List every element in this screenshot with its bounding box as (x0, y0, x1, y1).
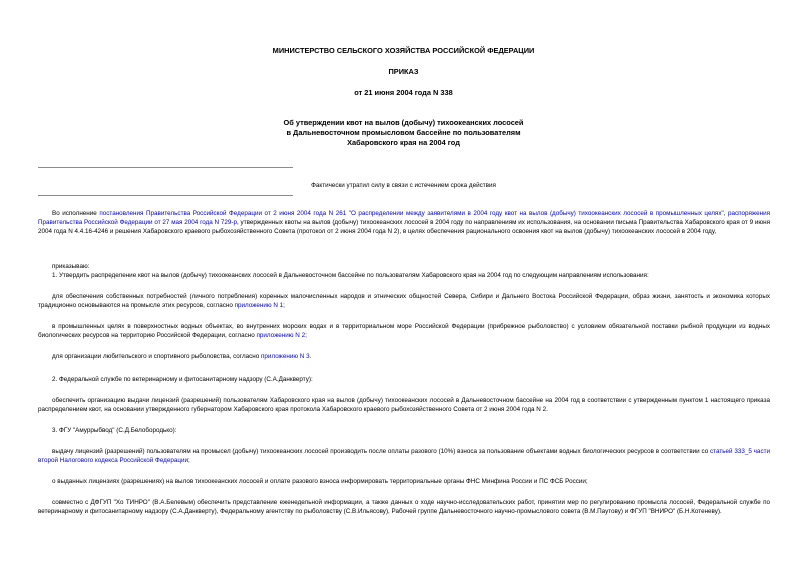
paragraph-3b: о выданных лицензиях (разрешениях) на вылов тихоокеанских лососей и оплате разового взноса информировать территориальные органы ФНС Минфина России и ПС ФСБ России; (52, 478, 588, 485)
link-tax-code-article-333-5[interactable]: статьей 333_5 части второй Налогового кодекса Российской Федерации (38, 448, 770, 465)
divider-bottom (38, 195, 293, 196)
paragraph-1b-end: ; (305, 332, 307, 340)
document-date-number: от 21 июня 2004 года N 338 (354, 88, 453, 97)
paragraph-1b-text: в промышленных целях в поверхностных водных объектах, во внутренних морских водах и в территориальном море Российской Федерации (прибрежное рыболовство) с условием обязательной поставки рыбной продукции из водных биологических ресурсов на территорию Российской Федерации, согласно (38, 323, 770, 340)
intro-text-2: , (723, 210, 728, 217)
paragraph-1a-text: для обеспечения собственных потребностей (личного потребления) коренных малочисленных народов и этнических общностей Севера, Сибири и Дальнего Востока Российской Федерации, образ жизни, занятость и экономика которых традиционно основываются на промысле этих ресурсов, согласно (38, 293, 770, 310)
paragraph-1: 1. Утвердить распределение квот на вылов (добычу) тихоокеанских лососей в Дальневосточном бассейне по пользователям Хабаровского края на 2004 год по следующим направлениям использования: (52, 272, 649, 279)
document-type: ПРИКАЗ (388, 67, 419, 76)
paragraph-1a (38, 292, 770, 310)
link-appendix-2[interactable]: приложению N 2 (256, 332, 306, 340)
paragraph-1c-text: для организации любительского и спортивного рыболовства, согласно (52, 353, 262, 360)
paragraph-1c-end: . (309, 353, 312, 360)
link-appendix-1[interactable]: приложению N 1 (234, 302, 284, 310)
link-government-resolution-261[interactable]: постановления Правительства Российской Федерации от 2 июня 2004 года N 261 "О распределении между заявителями в 2004 году квот на вылов (добычу) тихоокеанских лососей в промышленных целях" (99, 210, 724, 217)
status-note: Фактически утратил силу в связи с истечением срока действия (311, 182, 496, 189)
document-title-line-2: в Дальневосточном промысловом бассейне по пользователям (286, 128, 521, 137)
paragraph-3a-end: ; (188, 457, 190, 465)
document-title-line-1: Об утверждении квот на вылов (добычу) тихоокеанских лососей (283, 118, 524, 127)
intro-text-1: Во исполнение (52, 210, 100, 217)
paragraph-3a (38, 447, 770, 465)
paragraph-1c (38, 352, 770, 361)
divider-top (38, 167, 293, 168)
document-title-line-3: Хабаровского края на 2004 год (347, 138, 460, 147)
intro-paragraph (38, 209, 770, 237)
paragraph-1a-end: ; (283, 302, 285, 310)
intro-text-3: , утвержденных квоты на вылов (добычу) тихоокеанских лососей в 2004 году по направлениям их использования, на основании письма Правительства Хабаровского края от 9 июня 2004 года N 4.4.16-4246 и решения Хабаровского краевого рыбохозяйственного Совета (протокол от 2 июня 2004 года N 2), в целях обеспечения рационального освоения квот на вылов (добычу) тихоокеанских лососей в 2004 году, (38, 219, 770, 236)
link-appendix-3[interactable]: приложению N 3 (261, 353, 310, 360)
paragraph-2a: обеспечить организацию выдачи лицензий (разрешений) пользователям Хабаровского края на вылов (добычу) тихоокеанских лососей в Дальневосточном бассейне на 2004 год в соответствии с утвержденным пунктом 1 настоящего приказа распределением квот, на основании утвержденного губернатором Хабаровского края протокола Хабаровского краевого рыбохозяйственного Совета от 2 июня 2004 года N 2. (38, 397, 770, 414)
ministry-name: МИНИСТЕРСТВО СЕЛЬСКОГО ХОЗЯЙСТВА РОССИЙСКОЙ ФЕДЕРАЦИИ (272, 46, 535, 55)
paragraph-3c: совместно с ДФГУП "Хо ТИНРО" (В.А.Белевым) обеспечить представление еженедельной информации, а также данных о ходе научно-исследовательских работ, принятии мер по регулированию промысла лососей, Федеральной службе по ветеринарному и фитосанитарному надзору (С.А.Данкверту), Федеральному агентству по рыболовству (С.В.Ильясову), Рабочей группе Дальневосточного научно-промыслового совета (В.М.Паутову) и ФГУП "ВНИРО" (Б.Н.Котеневу). (38, 499, 770, 516)
paragraph-2: 2. Федеральной службе по ветеринарному и фитосанитарному надзору (С.А.Данкверту): (52, 376, 313, 383)
paragraph-3a-text: выдачу лицензий (разрешений) пользователям на промысел (добычу) тихоокеанских лососей производить после оплаты разового (10%) взноса за пользование объектами водных биологических ресурсов в соответствии со (52, 448, 711, 455)
link-government-order-729r[interactable]: распоряжения Правительства Российской Федерации от 27 мая 2004 года N 729-р (38, 210, 771, 227)
order-word: приказываю: (52, 263, 90, 270)
paragraph-1b (38, 322, 770, 340)
paragraph-3: 3. ФГУ "Амуррыбвод" (С.Д.Белобородько): (52, 427, 177, 434)
